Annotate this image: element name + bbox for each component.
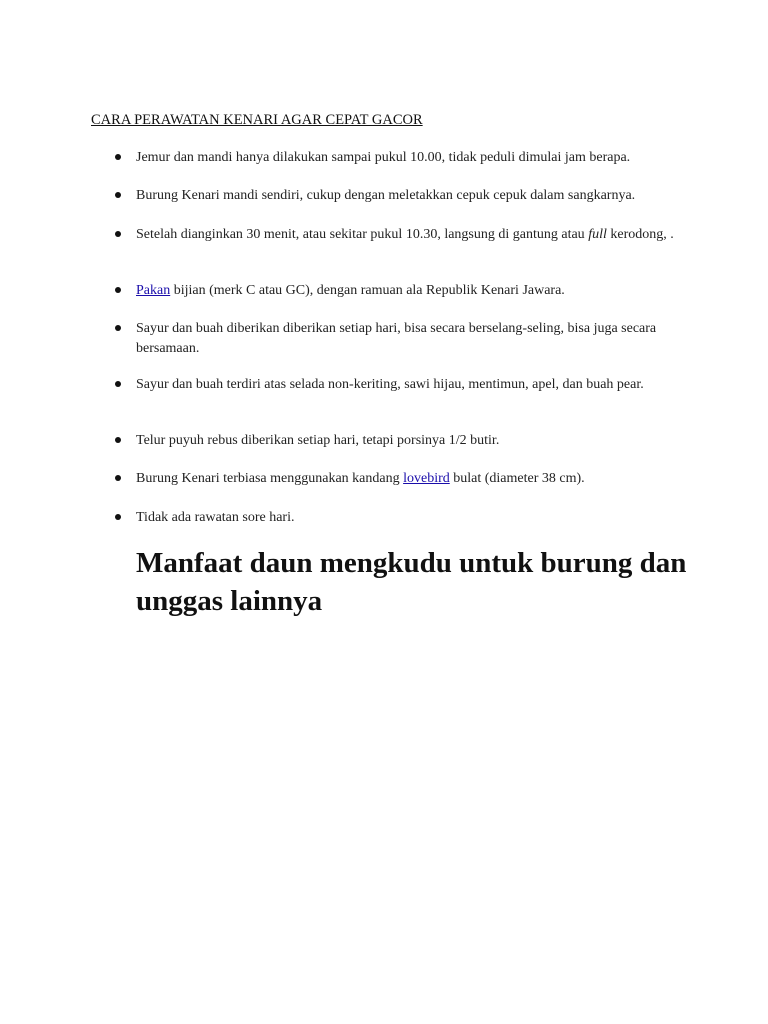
list-item-cage	[136, 469, 696, 489]
list-item-text: bijian (merk C atau GC), dengan ramuan ala Republik Kenari Jawara.	[170, 283, 565, 298]
list-item-text: Sayur dan buah diberikan diberikan setiap hari, bisa secara berselang-seling, bisa juga secara bersamaan.	[136, 321, 657, 356]
list-item-self-bath	[136, 186, 696, 206]
section-heading: Manfaat daun mengkudu untuk burung dan unggas lainnya	[136, 547, 687, 617]
list-item-text-end: kerodong, .	[606, 227, 674, 242]
bullet-icon	[115, 514, 121, 520]
list-item-text: Jemur dan mandi hanya dilakukan sampai pukul 10.00, tidak peduli dimulai jam berapa.	[136, 150, 631, 165]
list-item-text: Burung Kenari terbiasa menggunakan kandang	[136, 471, 404, 486]
bullet-icon	[115, 287, 121, 293]
list-item-feed	[136, 281, 696, 301]
list-item-no-evening-care	[136, 508, 696, 528]
bullet-icon	[115, 437, 121, 443]
bullet-icon	[115, 154, 121, 160]
list-item-text: Burung Kenari mandi sendiri, cukup dengan meletakkan cepuk cepuk dalam sangkarnya.	[136, 188, 636, 203]
list-item-quail-egg	[136, 431, 696, 451]
bullet-icon	[115, 192, 121, 198]
list-item-text: Telur puyuh rebus diberikan setiap hari, tetapi porsinya 1/2 butir.	[136, 433, 500, 448]
pakan-link[interactable]: Pakan	[136, 283, 171, 298]
lovebird-link[interactable]: lovebird	[403, 471, 450, 486]
bullet-icon	[115, 325, 121, 331]
list-item-text-end: bulat (diameter 38 cm).	[449, 471, 585, 486]
bullet-icon	[115, 231, 121, 237]
bullet-icon	[115, 381, 121, 387]
list-item-vegetables-fruits	[136, 319, 696, 358]
list-item-text: Setelah dianginkan 30 menit, atau sekitar pukul 10.30, langsung di gantung atau	[136, 227, 589, 242]
document-title: CARA PERAWATAN KENARI AGAR CEPAT GACOR	[91, 112, 423, 128]
list-item-vegetable-types	[136, 375, 696, 395]
list-item-italic-text: full	[588, 227, 607, 242]
list-item-text: Tidak ada rawatan sore hari.	[136, 510, 295, 525]
bullet-icon	[115, 475, 121, 481]
list-item-hanging	[136, 225, 696, 245]
list-item-text: Sayur dan buah terdiri atas selada non-keriting, sawi hijau, mentimun, apel, dan buah pear.	[136, 377, 644, 392]
list-item-sun-bath	[136, 148, 696, 168]
